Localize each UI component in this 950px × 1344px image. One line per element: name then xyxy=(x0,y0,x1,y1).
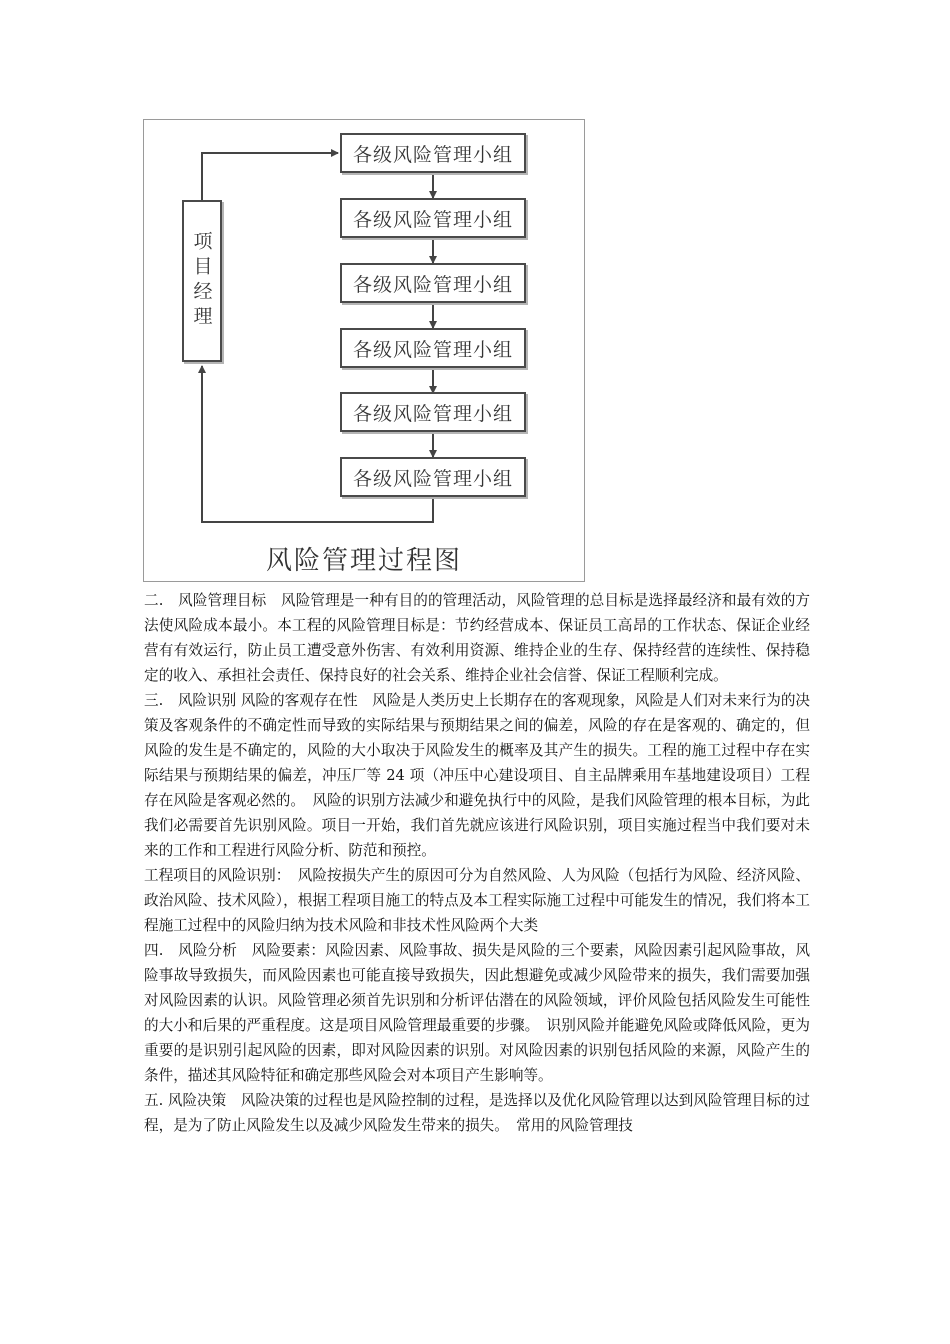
figure-caption: 风险管理过程图 xyxy=(265,546,462,576)
section-5-paragraph: 五. 风险决策 风险决策的过程也是风险控制的过程，是选择以及优化风险管理以达到风险管理目标的过程，是为了防止风险发生以及减少风险发生带来的损失。 常用的风险管理技 xyxy=(144,1092,811,1134)
feedback-line xyxy=(202,366,433,522)
risk-group-box-3: 各级风险管理小组 xyxy=(340,263,526,303)
section-3-paragraph: 三. 风险识别 风险的客观存在性 风险是人类历史上长期存在的客观现象，风险是人们对未来行为的决策及客观条件的不确定性而导致的实际结果与预期结果之间的偏差，风险的存在是客观的、确定的，但风险的发生是不确定的，风险的大小取决于风险发生的概率及其产生的损失。工程的施工过程中存在实际结果与预期结果的偏差，冲压厂等 24 项（冲压中心建设项目、自主品牌乘用车基地建设项目）工程存在风险是客观必然的。 风险的识别方法减少和避免执行中的风险，是我们风险管理的根本目标，为此我们必需要首先识别风险。项目一开始，我们首先就应该进行风险识别，项目实施过程当中我们要对未来的工作和工程进行风险分析、防范和预控。 xyxy=(144,692,811,859)
risk-group-box-2: 各级风险管理小组 xyxy=(340,198,526,238)
body-text xyxy=(144,588,810,1138)
project-manager-box xyxy=(182,200,222,362)
project-manager-label: 项目经理 xyxy=(190,231,213,331)
risk-management-diagram xyxy=(143,119,585,582)
risk-identification-paragraph: 工程项目的风险识别： 风险按损失产生的原因可分为自然风险、人为风险（包括行为风险、经济风险、政治风险、技术风险），根据工程项目施工的特点及本工程实际施工过程中可能发生的情况，我们将本工程施工过程中的风险归纳为技术风险和非技术性风险两个大类 xyxy=(144,867,810,934)
risk-group-box-6: 各级风险管理小组 xyxy=(340,457,526,497)
section-4-paragraph: 四. 风险分析 风险要素：风险因素、风险事故、损失是风险的三个要素，风险因素引起风险事故，风险事故导致损失，而风险因素也可能直接导致损失，因此想避免或减少风险带来的损失，我们需要加强对风险因素的认识。风险管理必须首先识别和分析评估潜在的风险领域，评价风险包括风险发生可能性的大小和后果的严重程度。这是项目风险管理最重要的步骤。 识别风险并能避免风险或降低风险，更为重要的是识别引起风险的因素，即对风险因素的识别。对风险因素的识别包括风险的来源，风险产生的条件，描述其风险特征和确定那些风险会对本项目产生影响等。 xyxy=(144,942,810,1084)
risk-group-box-1: 各级风险管理小组 xyxy=(340,133,526,173)
section-2-paragraph: 二. 风险管理目标 风险管理是一种有目的的管理活动，风险管理的总目标是选择最经济和最有效的方法使风险成本最小。本工程的风险管理目标是：节约经营成本、保证员工高昂的工作状态、保证企业经营有有效运行，防止员工遭受意外伤害、有效利用资源、维持企业的生存、保持经营的连续性、保持稳定的收入、承担社会责任、保持良好的社会关系、维持企业社会信誉、保证工程顺利完成。 xyxy=(144,592,810,684)
risk-group-box-4: 各级风险管理小组 xyxy=(340,328,526,368)
risk-group-box-5: 各级风险管理小组 xyxy=(340,392,526,432)
manager-to-top-line xyxy=(202,153,338,200)
